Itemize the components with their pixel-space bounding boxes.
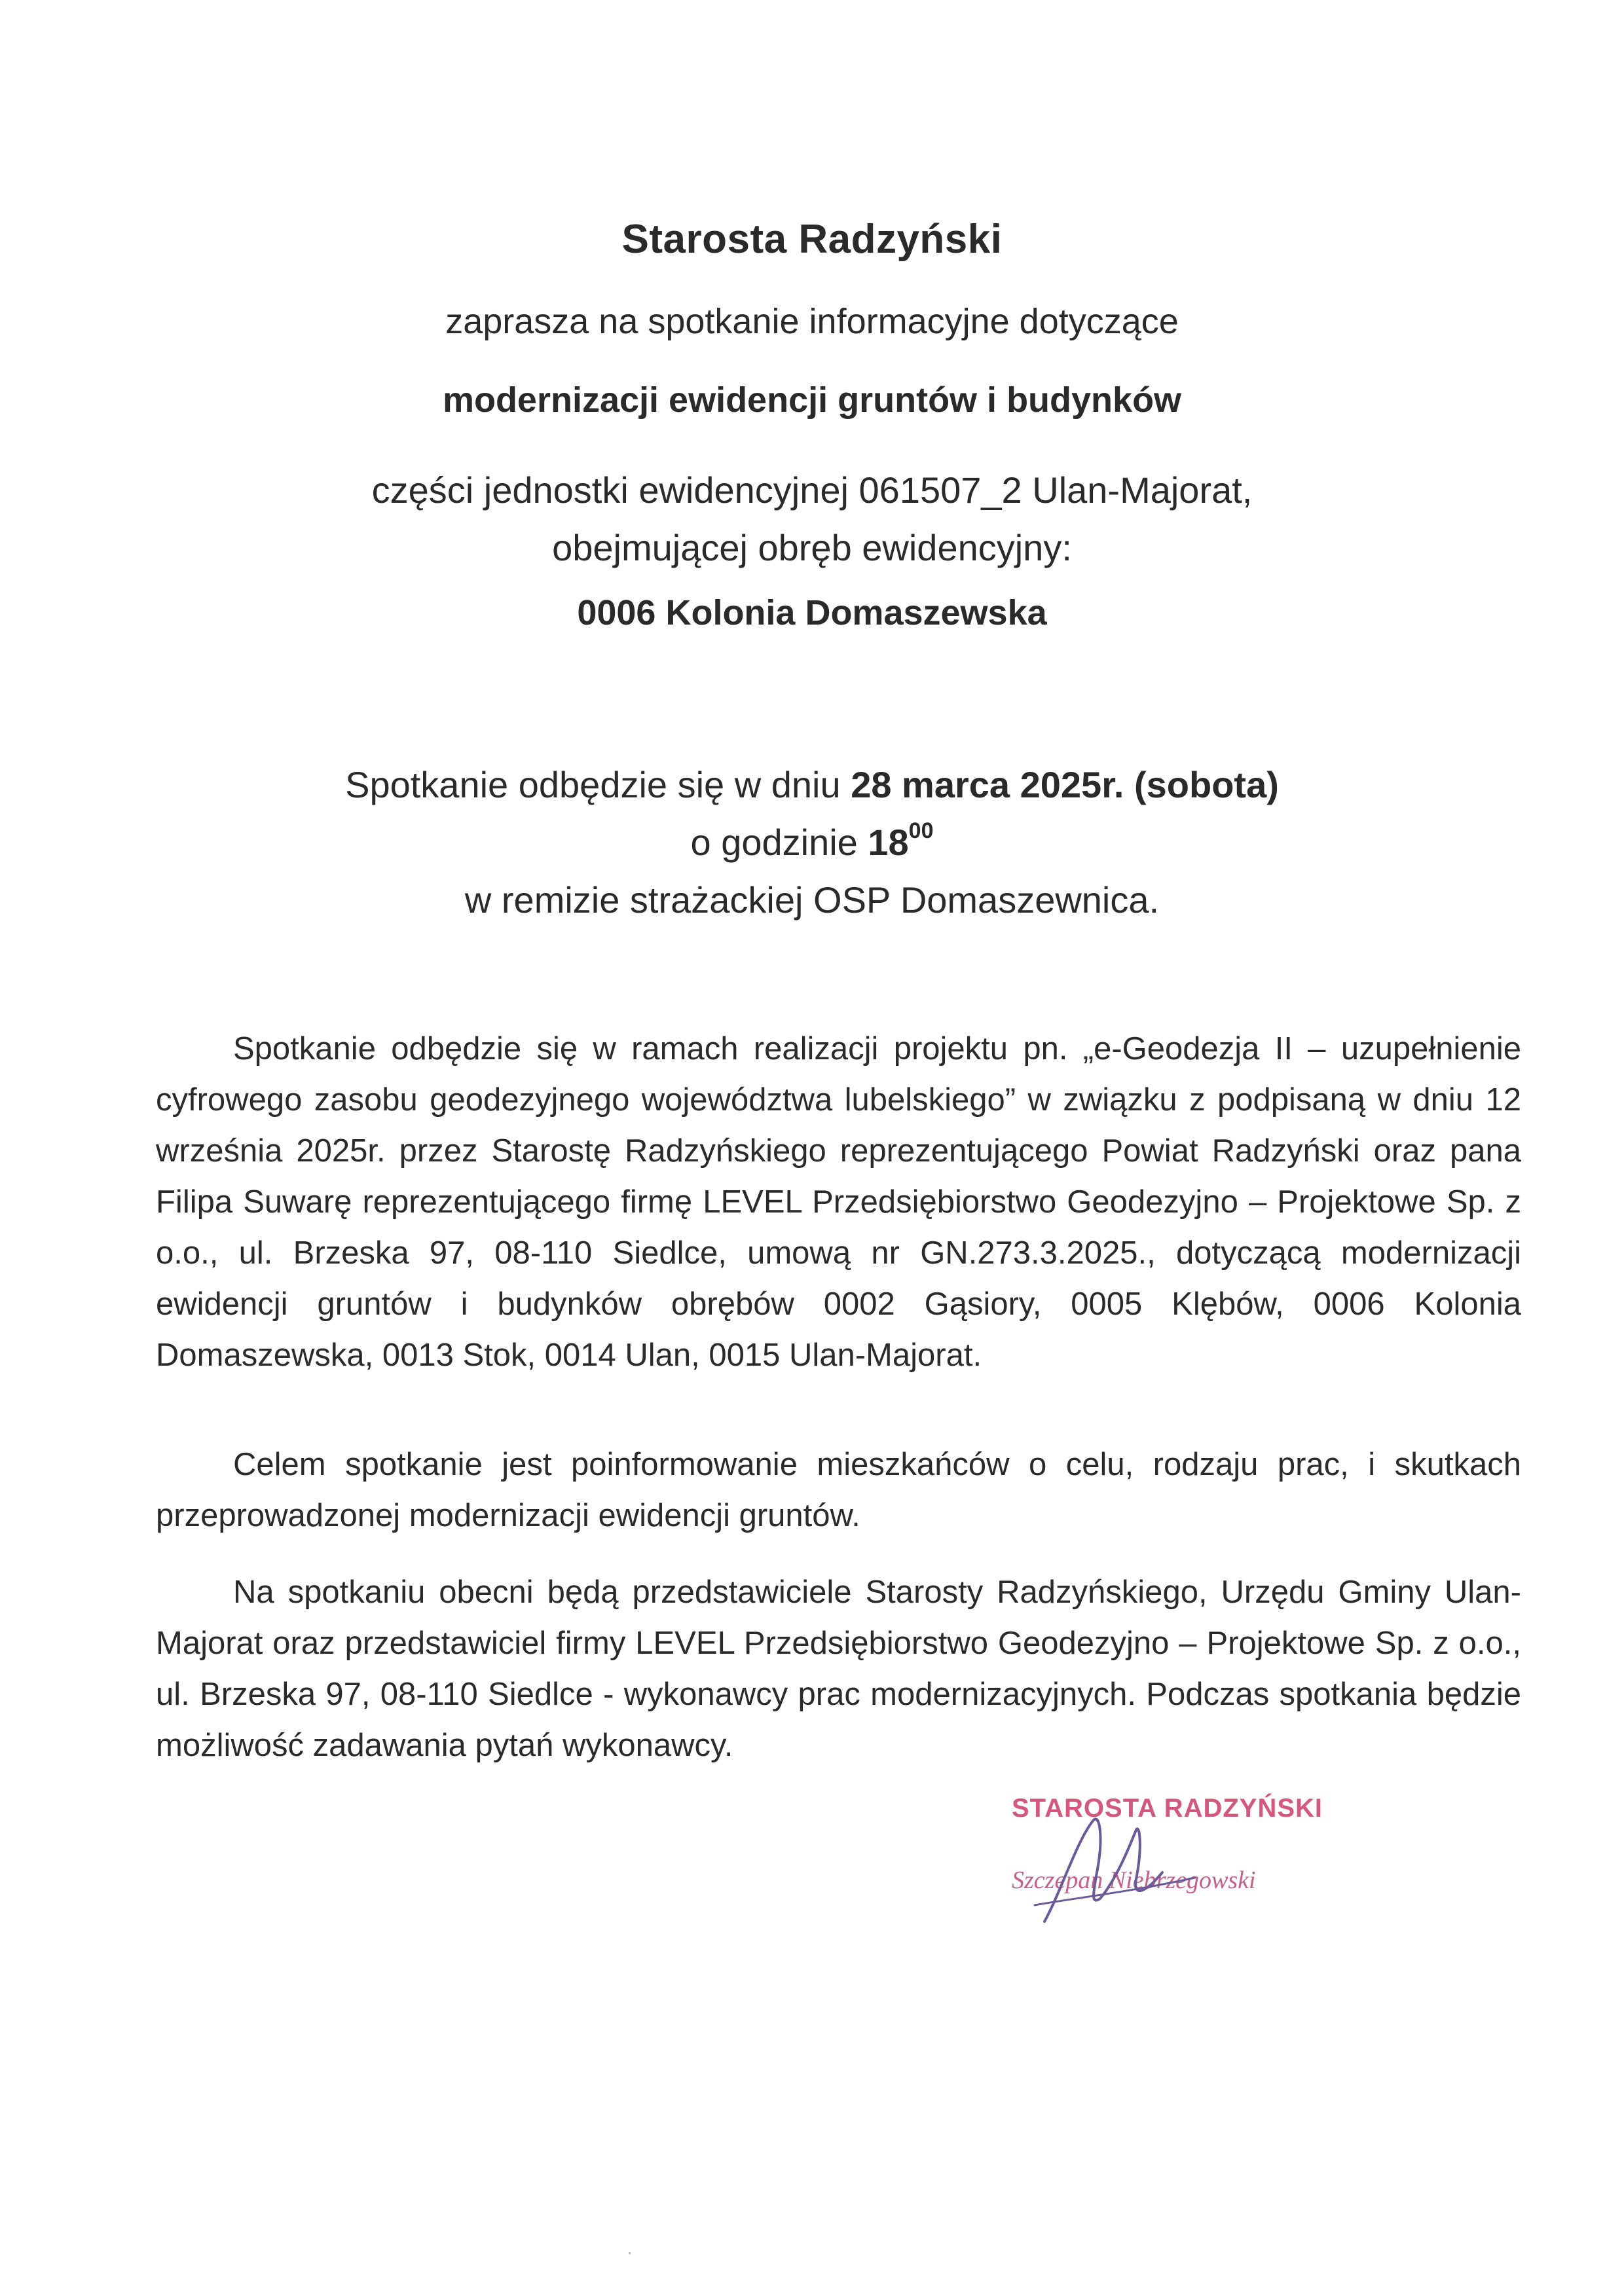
unit-line-1: części jednostki ewidencyjnej 061507_2 Ulan-Majorat, — [371, 469, 1253, 511]
subject-line: modernizacji ewidencji gruntów i budynków — [442, 380, 1182, 420]
district-name: 0006 Kolonia Domaszewska — [577, 593, 1047, 632]
meeting-date: 28 marca 2025r. (sobota) — [851, 764, 1279, 805]
scan-speck — [629, 2252, 631, 2254]
meeting-place: w remizie strażackiej OSP Domaszewnica. — [464, 879, 1160, 920]
handwritten-signature — [1031, 1800, 1202, 1931]
meeting-date-prefix: Spotkanie odbędzie się w dniu — [345, 764, 851, 805]
meeting-time-prefix: o godzinie — [690, 822, 868, 863]
document-title: Starosta Radzyński — [621, 217, 1003, 262]
stamp-name: Szczepan Niebrzegowski — [1012, 1867, 1256, 1894]
body-paragraph-2: Celem spotkanie jest poinformowanie mieszkańców o celu, rodzaju prac, i skutkach przeprowadzonej modernizacji ewidencji gruntów. — [156, 1447, 1521, 1533]
unit-line-2: obejmującej obręb ewidencyjny: — [552, 527, 1072, 568]
meeting-details — [0, 756, 1624, 929]
meeting-time-line — [0, 814, 1624, 871]
unit-description — [0, 462, 1624, 577]
meeting-date-line — [0, 756, 1624, 814]
stamp-title: STAROSTA RADZYŃSKI — [1012, 1794, 1323, 1823]
meeting-time-minutes: 00 — [908, 818, 934, 843]
body-paragraph-1: Spotkanie odbędzie się w ramach realizacji projektu pn. „e-Geodezja II – uzupełnienie cyfrowego zasobu geodezyjnego województwa lubelskiego” w związku z podpisaną w dniu 12 września 2025r. przez Starostę Radzyńskiego reprezentującego Powiat Radzyński oraz pana Filipa Suwarę reprezentującego firmę LEVEL Przedsiębiorstwo Geodezyjno – Projektowe Sp. z o.o., ul. Brzeska 97, 08-110 Siedlce, umową nr GN.273.3.2025., dotyczącą modernizacji ewidencji gruntów i budynków obrębów 0002 Gąsiory, 0005 Klębów, 0006 Kolonia Domaszewska, 0013 Stok, 0014 Ulan, 0015 Ulan-Majorat. — [156, 1031, 1521, 1373]
official-stamp — [1012, 1794, 1378, 1938]
meeting-time-hour: 18 — [868, 822, 909, 863]
body-paragraph-3: Na spotkaniu obecni będą przedstawiciele Starosty Radzyńskiego, Urzędu Gminy Ulan-Majorat oraz przedstawiciel firmy LEVEL Przedsiębiorstwo Geodezyjno – Projektowe Sp. z o.o., ul. Brzeska 97, 08-110 Siedlce - wykonawcy prac modernizacyjnych. Podczas spotkania będzie możliwość zadawania pytań wykonawcy. — [156, 1575, 1521, 1763]
invitation-line: zaprasza na spotkanie informacyjne dotyczące — [445, 302, 1179, 341]
